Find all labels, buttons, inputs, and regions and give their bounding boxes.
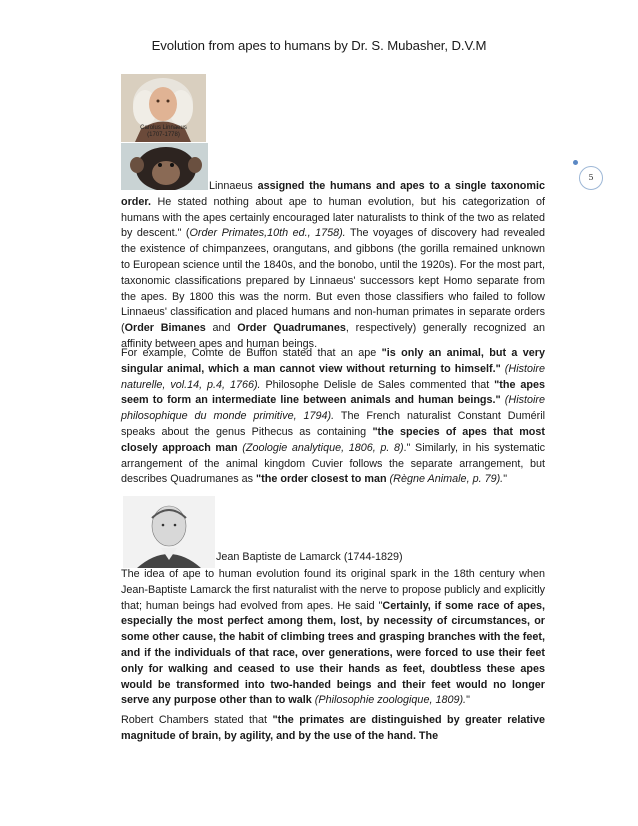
linnaeus-assigned: assigned the humans and apes to a single taxonomic order. — [121, 180, 545, 208]
page-number: 5 — [579, 166, 603, 190]
paragraph-chambers — [121, 713, 545, 745]
chambers-text: Robert Chambers stated that — [121, 714, 268, 726]
cuvier-text: ." Similarly, in his systematic arrangement of the animal kingdom Cuvier follows the separate arrangement, but describes Quadrumanes as — [121, 441, 545, 486]
linnaeus-lead: Linnaeus — [209, 180, 253, 192]
chambers-quote: "the primates are distinguished by greater relative magnitude of brain, by agility, and by the use of the hand. The — [121, 714, 546, 742]
linnaeus-text-3: The voyages of discovery had revealed the existence of chimpanzees, orangutans, and gibbons (the gorilla remained unknown to European science until the 1840s, and the bonobo, until the 1920s). For the most part, taxonomic classifications prepared by Linnaeus' successors kept Homo separate from the apes. By 1800 this was the norm. But even those classifiers who failed to follow Linnaeus' classification and placed humans and non-human primates in separate orders ( — [121, 227, 545, 335]
linnaeus-and: and — [212, 322, 231, 335]
buffon-text: For example, Comte de Buffon stated that an ape — [121, 347, 377, 359]
lamarck-citation: (Philosophie zoologique, 1809). — [314, 694, 467, 707]
lamarck-portrait — [123, 496, 215, 568]
linnaeus-caption-line2: (1707-1778) — [147, 132, 180, 138]
dumeril-quote: "the species of apes that most closely approach man — [121, 425, 545, 454]
sales-quote: "the apes seem to form an intermediate line between animals and human beings." — [121, 378, 545, 407]
linnaeus-portrait — [121, 74, 206, 142]
page-marker-dot — [573, 160, 578, 165]
linnaeus-text-end: , respectively) generally recognized an affinity between apes and human beings. — [121, 322, 545, 350]
paragraph-linnaeus — [121, 179, 545, 353]
lamarck-caption: Jean Baptiste de Lamarck (1744-1829) — [216, 551, 403, 563]
linnaeus-text-2: He stated nothing about ape to human evolution, but his categorization of humans with the apes certainly encouraged later naturalists to think of the two as related by descent." ( — [121, 195, 545, 240]
lamarck-quote: Certainly, if some race of apes, especially the most perfect among them, lost, by necessity of circumstances, or some other cause, the habit of climbing trees and grasping branches with the feet, and if the individuals of that race, over generations, were forced to use their feet only for walking and ceased to use their hands as feet, doubtless these apes would be transformed into two-handed beings and their feet would no longer serve any purpose other than to walk — [121, 599, 546, 707]
lamarck-end: " — [466, 694, 470, 707]
buffon-citation: (Histoire naturelle, vol.14, p.4, 1766). — [121, 362, 545, 391]
page-header: Evolution from apes to humans by Dr. S. Mubasher, D.V.M — [151, 38, 487, 53]
order-quadrumanes: Order Quadrumanes — [237, 322, 346, 335]
cuvier-quote: "the order closest to man — [256, 473, 387, 486]
linnaeus-caption-line1: Carolus Linnaeus — [140, 125, 187, 131]
dumeril-citation: (Zoologie analytique, 1806, p. 8) — [242, 441, 404, 454]
lamarck-portrait-drawing — [123, 496, 215, 568]
order-bimanes: Order Bimanes — [124, 322, 206, 335]
paragraph-buffon — [121, 346, 545, 488]
cuvier-citation: (Règne Animale, p. 79). — [389, 473, 504, 486]
dumeril-text: The French naturalist Constant Duméril speaks about the genus Pithecus as containing — [121, 410, 545, 438]
sales-citation: (Histoire philosophique du monde primitive, 1794). — [121, 394, 545, 423]
sales-text: Philosophe Delisle de Sales commented that — [265, 378, 490, 391]
buffon-quote: "is only an animal, but a very singular animal, which a man cannot view without returning to himself." — [121, 347, 545, 375]
linnaeus-citation: Order Primates,10th ed., 1758). — [189, 227, 346, 240]
lamarck-text: The idea of ape to human evolution found its original spark in the 18th century when Jean-Baptiste Lamarck the first naturalist with the nerve to propose publicly and explicitly that; human beings had evolved from apes. He said " — [121, 568, 545, 612]
cuvier-end: " — [503, 473, 508, 486]
paragraph-lamarck — [121, 567, 545, 709]
